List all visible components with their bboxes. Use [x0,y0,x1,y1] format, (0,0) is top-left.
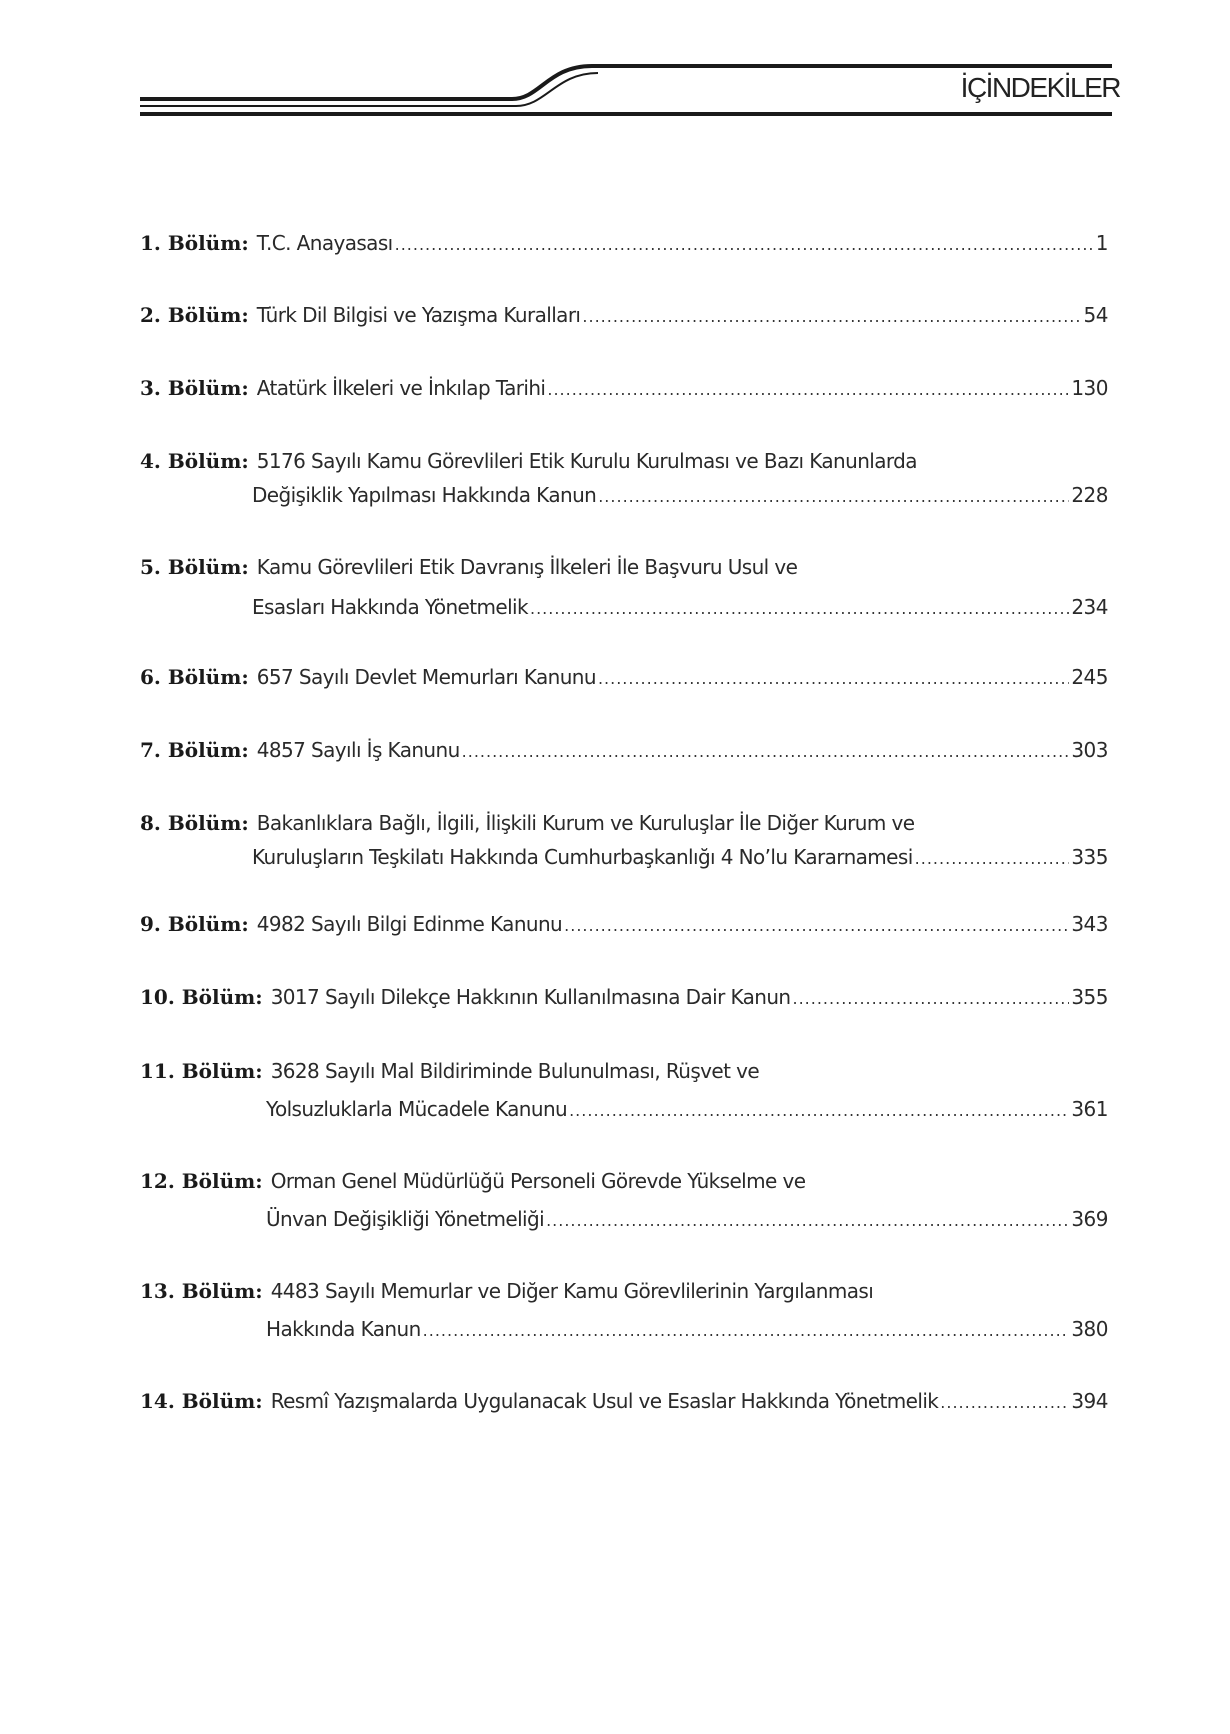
dot-leader [395,228,1094,262]
chapter-title: 4857 Sayılı İş Kanunu [256,738,460,762]
chapter-title-continued: Kuruluşların Teşkilatı Hakkında Cumhurbaşkanlığı 4 No’lu Kararnamesi [252,845,913,869]
chapter-title: 4483 Sayılı Memurlar ve Diğer Kamu Görevlilerinin Yargılanması [270,1279,874,1303]
chapter-title-continued: Yolsuzluklarla Mücadele Kanunu [266,1097,568,1121]
page-number: 1 [1095,231,1108,255]
page-title: İÇİNDEKİLER [960,72,1120,103]
page-number: 394 [1071,1389,1108,1413]
chapter-title: 4982 Sayılı Bilgi Edinme Kanunu [256,912,563,936]
toc-entry[interactable] [140,1054,1108,1126]
toc-entry[interactable] [140,226,1108,260]
page-number: 380 [1071,1317,1108,1341]
chapter-title: Bakanlıklara Bağlı, İlgili, İlişkili Kurum ve Kuruluşlar İle Diğer Kurum ve [256,811,915,835]
page-number: 303 [1071,738,1108,762]
toc-entry[interactable] [140,660,1108,694]
toc-entry[interactable] [140,298,1108,332]
dot-leader [598,480,1069,514]
toc-entry[interactable] [140,1274,1108,1346]
chapter-label: 10. Bölüm: [140,985,263,1009]
chapter-label: 3. Bölüm: [140,376,249,400]
chapter-label: 9. Bölüm: [140,912,249,936]
header-rule-decoration [0,0,1230,130]
dot-leader [598,662,1069,696]
dot-leader [940,1386,1069,1420]
dot-leader [547,373,1069,407]
chapter-title-continued: Esasları Hakkında Yönetmelik [252,595,528,619]
toc-entry[interactable] [140,806,1108,874]
chapter-title: 5176 Sayılı Kamu Görevlileri Etik Kurulu Kurulması ve Bazı Kanunlarda [256,449,917,473]
chapter-label: 5. Bölüm: [140,555,249,579]
chapter-title: Atatürk İlkeleri ve İnkılap Tarihi [256,376,546,400]
chapter-title: 657 Sayılı Devlet Memurları Kanunu [256,665,596,689]
toc-entry[interactable] [140,1384,1108,1418]
chapter-label: 8. Bölüm: [140,811,249,835]
chapter-label: 7. Bölüm: [140,738,249,762]
page-number: 234 [1071,595,1108,619]
chapter-label: 13. Bölüm: [140,1279,263,1303]
chapter-title: 3017 Sayılı Dilekçe Hakkının Kullanılmasına Dair Kanun [270,985,791,1009]
dot-leader [915,842,1070,876]
chapter-label: 4. Bölüm: [140,449,249,473]
page-number: 369 [1071,1207,1108,1231]
page-number: 228 [1071,483,1108,507]
chapter-title-continued: Hakkında Kanun [266,1317,421,1341]
chapter-label: 6. Bölüm: [140,665,249,689]
page-number: 355 [1071,985,1108,1009]
toc-entry[interactable] [140,444,1108,512]
dot-leader [569,1094,1069,1128]
toc-entry[interactable] [140,733,1108,767]
page-number: 130 [1071,376,1108,400]
chapter-title: T.C. Anayasası [256,231,393,255]
page-number: 245 [1071,665,1108,689]
chapter-label: 2. Bölüm: [140,303,249,327]
dot-leader [546,1204,1069,1238]
toc-entry[interactable] [140,371,1108,405]
page-number: 361 [1071,1097,1108,1121]
chapter-title-continued: Ünvan Değişikliği Yönetmeliği [266,1207,545,1231]
toc-entry[interactable] [140,907,1108,941]
dot-leader [793,982,1070,1016]
chapter-title: Resmî Yazışmalarda Uygulanacak Usul ve Esaslar Hakkında Yönetmelik [270,1389,939,1413]
chapter-title: Türk Dil Bilgisi ve Yazışma Kuralları [256,303,581,327]
chapter-title: 3628 Sayılı Mal Bildiriminde Bulunulması, Rüşvet ve [270,1059,760,1083]
chapter-title-continued: Değişiklik Yapılması Hakkında Kanun [252,483,597,507]
chapter-label: 11. Bölüm: [140,1059,263,1083]
page-number: 343 [1071,912,1108,936]
chapter-label: 14. Bölüm: [140,1389,263,1413]
dot-leader [423,1314,1070,1348]
chapter-title: Kamu Görevlileri Etik Davranış İlkeleri İle Başvuru Usul ve [256,555,798,579]
chapter-label: 12. Bölüm: [140,1169,263,1193]
chapter-label: 1. Bölüm: [140,231,249,255]
page-number: 335 [1071,845,1108,869]
toc-entry[interactable] [140,1164,1108,1236]
dot-leader [582,300,1081,334]
dot-leader [462,735,1070,769]
toc-entry[interactable] [140,550,1108,624]
chapter-title: Orman Genel Müdürlüğü Personeli Görevde Yükselme ve [270,1169,806,1193]
toc-entry[interactable] [140,980,1108,1014]
page-number: 54 [1083,303,1108,327]
dot-leader [564,909,1069,943]
dot-leader [530,592,1069,626]
